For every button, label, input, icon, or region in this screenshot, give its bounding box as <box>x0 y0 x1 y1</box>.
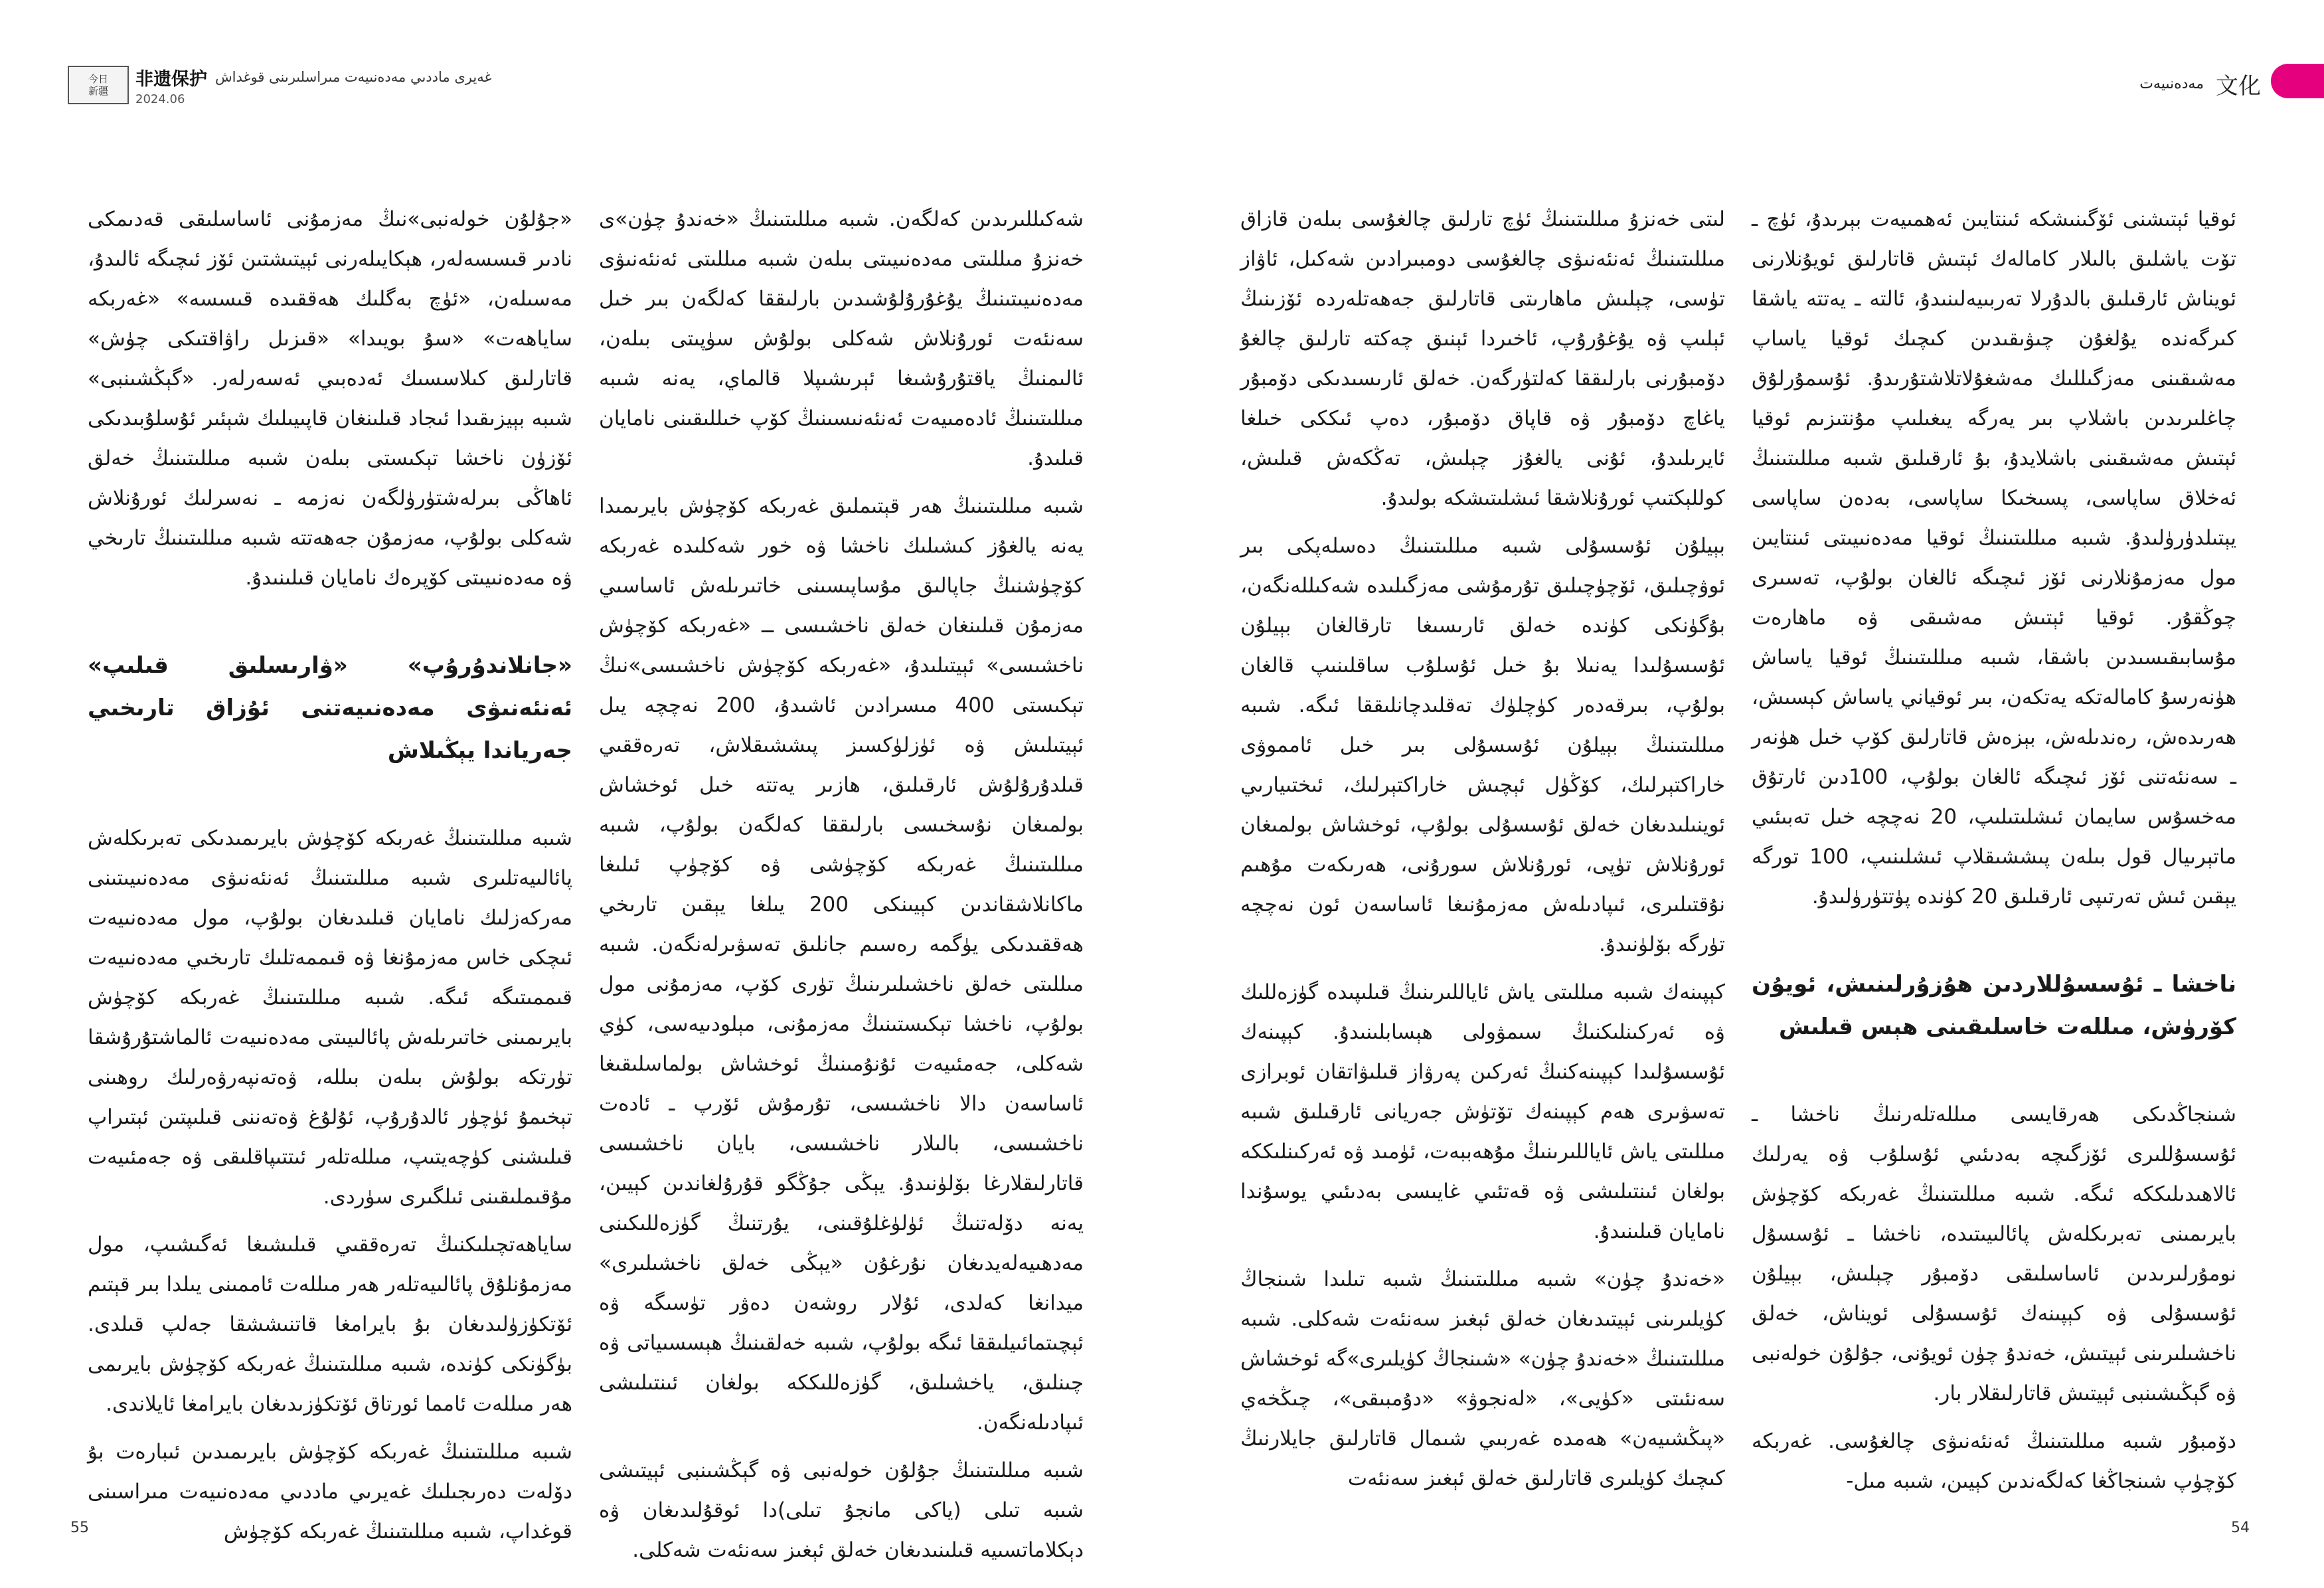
text-column-2 <box>1240 199 1725 1501</box>
paragraph: كېپىنەك شىبە مىللىتى ياش ئاياللىرىنىڭ قىلىپىدە گۈزەللىك ۋە ئەركىنلىكنىڭ سىمۋولى ھېسابلىنىدۇ. كېپىنەك ئۇسسۇلىدا كېپىنەكنىڭ ئەركىن پەرۋاز قىلىۋاتقان ئوبرازى تەسۋىرى ھەم كېپىنەك تۆتۈش جەريانى ئارقىلىق شىبە مىللىتى ياش ئاياللىرىنىڭ مۇھەببەت، ئۈمىد ۋە ئەركىنلىككە بولغان ئىنتىلىشى ۋە قەتئىي غايىسى بەدىئىي يوسۇندا نامايان قىلىنىدۇ. <box>1240 980 1725 1243</box>
paragraph: شىنجاڭدىكى ھەرقايسى مىللەتلەرنىڭ ناخشا ـ ئۇسسۇللىرى ئۆزگىچە بەدىئىي ئۇسلۇب ۋە يەرلىك ئالاھىدىلىككە ئىگە. شىبە مىللىتىنىڭ غەربكە كۆچۈش بايرىمىنى تەبرىكلەش پائالىيىتىدە، ناخشا ـ ئۇسسۇل نومۇرلىرىدىن ئاساسلىقى دۆمبۇر چېلىش، بېيلۇن ئۇسسۇلى ۋە كېپىنەك ئۇسسۇلى ئويناش، خەلق ناخشىلىرىنى ئېيتىش، خەندۇ چۈن ئويۇنى، جۇلۇن خولەنبى ۋە گېڭىشىنبى ئېيتىش قاتارلىقلار بار. <box>1752 1103 2236 1405</box>
paragraph: لىتى خەنزۇ مىللىتىنىڭ ئۈچ تارلىق چالغۇسى بىلەن قازاق مىللىتىنىڭ ئەنئەنىۋى چالغۇسى دومبىرادىن شەكىل، ئاۋاز تۈسى، چېلىش ماھارىتى قاتارلىق جەھەتلەردە ئۆزىنىڭ ئېلىپ ۋە يۇغۇرۇپ، ئاخىردا ئېنىق چەكتە تارلىق چالغۇ دۆمبۇرنى بارلىققا كەلتۈرگەن. خەلق ئارىسىدىكى دۆمبۇر ياغاچ دۆمبۇر ۋە قاپاق دۆمبۇر، دەپ ئىككى خىلغا ئايرىلىدۇ، ئۇنى يالغۇز چېلىش، تەڭكەش قىلىش، كوللېكتىپ ئورۇنلاشقا ئىشلىتىشكە بولىدۇ. <box>1240 207 1725 510</box>
section-tab-marker <box>2271 64 2324 98</box>
header-right <box>2139 64 2261 104</box>
issue-date: 2024.06 <box>135 92 185 106</box>
text-column-1 <box>1752 199 2236 1501</box>
paragraph: «جۇلۇن خولەنبى»نىڭ مەزمۇنى ئاساسلىقى قەدىمكى نادىر قىسسەلەر، ھېكايىلەرنى ئېيتىشتىن ئۆز ئىچىگە ئالىدۇ، مەسىلەن، «ئۈچ بەگلىك ھەققىدە قىسسە» «غەربكە ساياھەت» «سۇ بويىدا» «قىزىل راۋاقتىكى چۈش» قاتارلىق كىلاسسىك ئەدەبىي ئەسەرلەر. «گېڭشىنبى» شىبە بېيزىقىدا ئىجاد قىلىنغان قاپىيىلىك شېئىر ئۇسلۇبىدىكى ئۆزۈن ناخشا تېكىستى بىلەن شىبە مىللىتىنىڭ خەلق ئاھاڭى بىرلەشتۈرۈلگەن نەزمە ـ نەسرلىك ئورۇنلاش شەكلى بولۇپ، مەزمۇن جەھەتتە شىبە مىللىتىنىڭ تارىخي ۋە مەدەنىيىتى كۆپرەك نامايان قىلىنىدۇ. <box>88 207 572 590</box>
category-cn: 非遗保护 <box>135 68 207 90</box>
paragraph: شەكىللىرىدىن كەلگەن. شىبە مىللىتىنىڭ «خەندۇ چۈن»ى خەنزۇ مىللىتى مەدەنىيىتى بىلەن شىبە مىللىتى ئەنئەنىۋى مەدەنىيىتىنىڭ يۇغۇرۇلۇشىدىن بارلىققا كەلگەن بىر خىل سەنئەت ئورۇنلاش شەكلى بولۇش سۈپىتى بىلەن، ئالىمنىڭ ياقتۇرۇشىغا ئېرىشىپلا قالماي، يەنە شىبە مىللىتىنىڭ ئادەمىيەت ئەنئەنىسىنىڭ كۆپ خىللىقىنى نامايان قىلىدۇ. <box>599 207 1084 470</box>
section-heading: «جانلاندۇرۇپ» «ۋارىسلىق قىلىپ» ئەنئەنىۋى مەدەنىيەتنى ئۇزاق تارىخىي جەرياندا يېڭىلاش <box>88 652 572 764</box>
text-column-4 <box>88 199 572 1544</box>
paragraph: بېيلۇن ئۇسسۇلى شىبە مىللىتىنىڭ دەسلەپكى بىر ئوۋچىلىق، ئۆچۈچىلىق تۇرمۇشى مەزگىلىدە شەكىللەنگەن، بۇگۈنكى كۈندە خەلق ئارىسىغا تارقالغان بېيلۇن ئۇسسۇلىدا يەنىلا بۇ خىل ئۇسلۇب ساقلىنىپ قالغان بولۇپ، بىرقەدەر كۈچلۈك تەقلىدچانلىققا ئىگە. شىبە مىللىتىنىڭ بېيلۇن ئۇسسۇلى بىر خىل ئامموۋى خاراكتېرلىك، كۆڭۈل ئېچىش خاراكتېرلىك، ئىختىيارىي ئوينىلىدىغان خەلق ئۇسسۇلى بولۇپ، ئوخشاش بولمىغان ئورۇنلاش تۈپى، ئورۇنلاش سورۇنى، ھەرىكەت مۇھىم نۇقتىلىرى، ئىپادىلەش مەزمۇنىغا ئاساسەن ئون نەچچە تۈرگە بۆلۈنىدۇ. <box>1240 534 1725 956</box>
paragraph: ئوقيا ئېتىشنى ئۆگىنىشكە ئىنتايىن ئەھمىيەت بېرىدۇ، ئۈچ ـ تۆت ياشلىق بالىلار كامالەك ئېتىش قاتارلىق ئويۇنلارنى ئويناش ئارقىلىق بالدۇرلا تەربىيەلىنىدۇ، ئالتە ـ يەتتە ياشقا كىرگەندە يۇلغۇن چىۋىقىدىن كىچىك ئوقيا ياساپ مەشىقىنى مەزگىللىك مەشغۇلاتلاشتۇرىدۇ. ئۇسمۇرلۇق چاغلىرىدىن باشلاپ بىر يەرگە يىغىلىپ مۇنتىزىم ئوقيا ئېتىش مەشىقىنى باشلايدۇ، بۇ ئارقىلىق شىبە مىللىتىنىڭ ئەخلاق ساپاسى، پسىخىكا ساپاسى، بەدەن ساپاسى يېتىلدۈرۈلىدۇ. شىبە مىللىتىنىڭ ئوقيا مەدەنىيىتى ئىنتايىن مول مەزمۇنلارنى ئۆز ئىچىگە ئالغان بولۇپ، تەسىرى چوڭقۇر. ئوقيا ئېتىش مەشىقى ۋە ماھارەت مۇسابىقىسىدىن باشقا، شىبە مىللىتىنىڭ ئوقيا ياساش ھۈنەرسۇ كامالەتكە يەتكەن، بىر ئوقياني ياساش كېسىش، ھەرىدەش، رەندىلەش، بېزەش قاتارلىق كۆپ خىل ھۈنەر ـ سەنئەتنى ئۆز ئىچىگە ئالغان بولۇپ، 100دىن ئارتۇق مەخسۇس سايمان ئىشلىتىلىپ، 20 نەچچە خىل تەبىئىي ماتېرىيال قول بىلەن پىششىقلاپ ئىشلىنىپ، 100 تورگە يېقىن ئىش تەرتىپى ئارقىلىق 20 كۈندە پۈتتۈرۈلىدۇ. <box>1752 207 2237 909</box>
header-left <box>68 65 491 105</box>
paragraph: دۆمبۇر شىبە مىللىتىنىڭ ئەنئەنىۋى چالغۇسى. غەربكە كۆچۈپ شىنجاڭغا كەلگەندىن كېيىن، شىبە مىل- <box>1752 1429 2236 1493</box>
logo-line-2: 新疆 <box>88 85 108 97</box>
category-ug: غەيرى ماددىي مەدەنىيەت مىراسلىرىنى قوغداش <box>215 69 492 85</box>
section-heading: ناخشا ـ ئۇسسۇللاردىن ھۇزۇرلىنىش، ئويۇن كۆرۈش، مىللەت خاسلىقىنى ھېس قىلىش <box>1752 971 2236 1040</box>
paragraph: شىبە مىللىتىنىڭ غەربكە كۆچۈش بايرىمىدىن ئىبارەت بۇ دۆلەت دەرىجىلىك غەيرىي ماددىي مەدەنىيەت مىراسىنى قوغداپ، شىبە مىللىتىنىڭ غەربكە كۆچۈش <box>88 1440 572 1544</box>
section-ug: مەدەنىيەت <box>2139 75 2204 92</box>
paragraph: ساياھەتچىلىكنىڭ تەرەققىي قىلىشىغا ئەگىشىپ، مول مەزمۇنلۇق پائالىيەتلەر ھەر مىللەت ئاممىنى يىلدا بىر قېتىم ئۆتكۈزۈلىدىغان بۇ بايرامغا قاتنىششقا جەلپ قىلدى. بۈگۈنكى كۈندە، شىبە مىللىتىنىڭ غەربكە كۆچۈش بايرىمى ھەر مىللەت ئامما ئورتاق ئۆتكۈزىدىغان بايرامغا ئايلاندى. <box>88 1233 572 1416</box>
header-left-text <box>135 64 491 106</box>
paragraph: «خەندۇ چۈن» شىبە مىللىتىنىڭ شىبە تىلىدا شىنجاڭ كۈيلىرىنى ئېيتىدىغان خەلق ئېغىز سەنئەت شەكلى. شىبە مىللىتىنىڭ «خەندۇ چۈن» «شىنجاڭ كۈيلىرى»گە ئوخشاش سەنئىتى «كۈيى»، «لەنجوۋ» «دۇمبىقى»، چىڭخەي «پىڭشىيەن» ھەمدە غەربىي شىمال قاتارلىق جايلارنىڭ كىچىك كۈيلىرى قاتارلىق خەلق ئېغىز سەنئەت <box>1240 1267 1725 1490</box>
section-cn: 文化 <box>2216 72 2261 100</box>
paragraph: شىبە مىللىتىنىڭ ھەر قېتىملىق غەربكە كۆچۈش بايرىمىدا يەنە يالغۇز كىشىلىك ناخشا ۋە خور شەكلىدە غەربكە كۆچۈشنىڭ جاپالىق مۇساپىسىنى خاتىرىلەش ئاساسىي مەزمۇن قىلىنغان خەلق ناخشىسى ــ «غەربكە كۆچۈش ناخشىسى» ئېيتىلىدۇ، «غەربكە كۆچۈش ناخشىسى»نىڭ تېكىستى 400 مىسرادىن ئاشىدۇ، 200 نەچچە يىل ئېيتىلىش ۋە ئۈزلۈكسىز پىششىقلاش، تەرەققىي قىلدۇرۇلۇش ئارقىلىق، ھازىر يەتتە خىل ئوخشاش بولمىغان نۇسخىسى بارلىققا كەلگەن بولۇپ، شىبە مىللىتىنىڭ غەربكە كۆچۈشى ۋە كۆچۈپ ئىلىغا ماكانلاشقاندىن كېيىنكى 200 يىلغا يېقىن تارىخي ھەققىدىكى يۈگمە رەسىم جانلىق تەسۋىرلەنگەن. شىبە مىللىتى خەلق ناخشىلىرىنىڭ تۈرى كۆپ، مەزمۇنى مول بولۇپ، ناخشا تېكىستىنىڭ مەزمۇنى، مېلودىيەسى، كۈي شەكلى، جەمئىيەت ئۇنۇمىنىڭ ئوخشاش بولماسلىقىغا ئاساسەن دالا ناخشىسى، تۇرمۇش ئۆرپ ـ ئادەت ناخشىسى، بالىلار ناخشىسى، بايان ناخشىسى قاتارلىقلارغا بۆلۈنىدۇ. يېڭى جۇڭگو قۇرۇلغاندىن كېيىن، يەنە دۆلەتنىڭ ئۈلۈغلۇقىنى، يۇرتنىڭ گۈزەللىكىنى مەدھىيەلەيدىغان نۇرغۇن «يېڭى خەلق ناخشىلىرى» ميدانغا كەلدى، ئۇلار روشەن دەۋر تۈسىگە ۋە ئېچىتمائىيلىققا ئىگە بولۇپ، شىبە خەلقىنىڭ ھېسسىياتى ۋە چىنلىق، ياخشىلىق، گۈزەللىككە بولغان ئىنتىلىشى ئىپادىلەنگەن. <box>599 494 1084 1435</box>
page-number-left: 55 <box>70 1520 89 1536</box>
logo-line-1: 今日 <box>88 73 108 85</box>
text-column-3 <box>599 199 1084 1562</box>
magazine-logo <box>68 66 129 104</box>
paragraph: شىبە مىللىتىنىڭ غەربكە كۆچۈش بايرىمىدىكى تەبرىكلەش پائالىيەتلىرى شىبە مىللىتىنىڭ ئەنئەنىۋى مەدەنىيىتىنى مەركەزلىك نامايان قىلىدىغان بولۇپ، مول مەدەنىيەت ئىچكى خاس مەزمۇنغا ۋە قىممەتلىك تارىخىي مەدەنىيەت قىممىتىگە ئىگە. شىبە مىللىتىنىڭ غەربكە كۆچۈش بايرىمىنى خاتىرىلەش پائالىيىتى مەدەنىيەت ئالماشتۇرۇشقا تۈرتكە بولۇش بىلەن بىللە، ۋەتەنپەرۋەرلىك روھىنى تېخىمۇ ئۈچۈر ئالدۇرۇپ، ئۇلۇغ ۋەتەننى قىلىپتىن ئېتىراپ قىلىشنى كۈچەيتىپ، مىللەتلەر ئىتتىپاقلىقى ۋە جەمئىيەت مۇقىملىقىنى ئىلگىرى سۈردى. <box>88 826 572 1209</box>
paragraph: شىبە مىللىتىنىڭ جۇلۇن خولەنبى ۋە گېڭشىنبى ئېيتىشى شىبە تىلى (ياكى مانجۇ تىلى)دا ئوقۇلىدىغان ۋە دېكلاماتسىيە قىلىنىدىغان خەلق ئېغىز سەنئەت شەكلى. <box>599 1458 1084 1562</box>
page-number-right: 54 <box>2231 1520 2250 1536</box>
